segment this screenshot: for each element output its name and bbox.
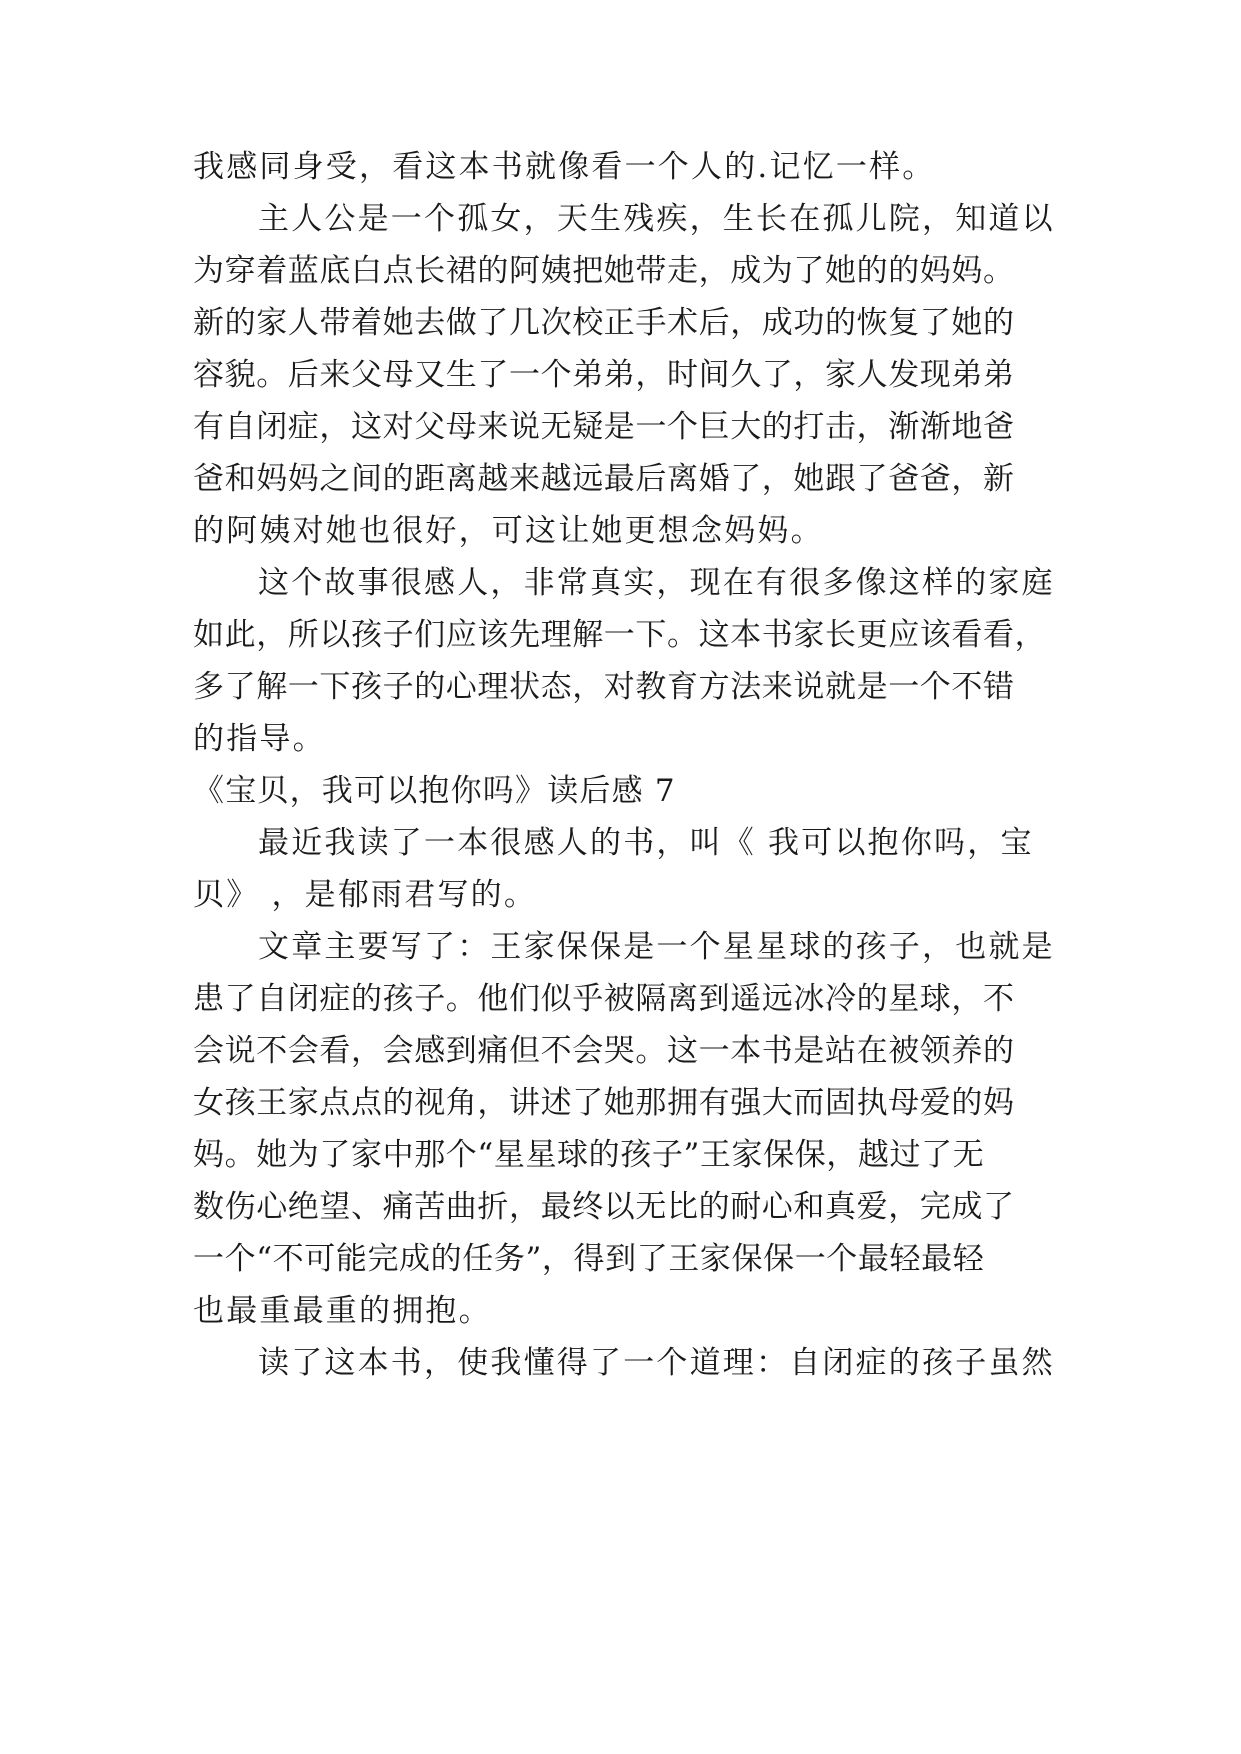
- paragraph-line: 女孩王家点点的视角，讲述了她那拥有强大而固执母爱的妈: [193, 1085, 1015, 1121]
- paragraph-line: 的指导。: [193, 721, 326, 757]
- paragraph-line: 爸和妈妈之间的距离越来越远最后离婚了，她跟了爸爸，新: [193, 461, 1015, 497]
- paragraph-line: 容貌。后来父母又生了一个弟弟，时间久了，家人发现弟弟: [193, 357, 1015, 393]
- paragraph-line: 也最重最重的拥抱。: [193, 1293, 492, 1329]
- paragraph-line: 数伤心绝望、痛苦曲折，最终以无比的耐心和真爱，完成了: [193, 1189, 1015, 1225]
- paragraph-line: 如此，所以孩子们应该先理解一下。这本书家长更应该看看，: [193, 617, 1047, 653]
- paragraph-line: 最近我读了一本很感人的书，叫《 我可以抱你吗，宝: [258, 825, 1034, 861]
- paragraph-line: 贝》 ，是郁雨君写的。: [193, 877, 538, 913]
- section-heading: 《宝贝，我可以抱你吗》读后感 7: [193, 773, 676, 809]
- paragraph-line: 一个“不可能完成的任务”，得到了王家保保一个最轻最轻: [193, 1241, 985, 1277]
- paragraph-line: 有自闭症，这对父母来说无疑是一个巨大的打击，渐渐地爸: [193, 409, 1015, 445]
- paragraph-line: 的阿姨对她也很好，可这让她更想念妈妈。: [193, 513, 824, 549]
- paragraph-line: 主人公是一个孤女，天生残疾，生长在孤儿院，知道以: [258, 201, 1055, 237]
- paragraph-line: 患了自闭症的孩子。他们似乎被隔离到遥远冰冷的星球，不: [193, 981, 1015, 1017]
- paragraph-line: 多了解一下孩子的心理状态，对教育方法来说就是一个不错: [193, 669, 1015, 705]
- paragraph-line: 新的家人带着她去做了几次校正手术后，成功的恢复了她的: [193, 305, 1015, 341]
- paragraph-line: 文章主要写了：王家保保是一个星星球的孩子，也就是: [258, 929, 1055, 965]
- paragraph-line: 读了这本书，使我懂得了一个道理：自闭症的孩子虽然: [258, 1345, 1055, 1381]
- paragraph-line: 为穿着蓝底白点长裙的阿姨把她带走，成为了她的的妈妈。: [193, 253, 1015, 289]
- paragraph-line: 会说不会看，会感到痛但不会哭。这一本书是站在被领养的: [193, 1033, 1015, 1069]
- paragraph-line: 我感同身受，看这本书就像看一个人的.记忆一样。: [193, 149, 936, 185]
- paragraph-line: 妈。她为了家中那个“星星球的孩子”王家保保，越过了无: [193, 1137, 985, 1173]
- paragraph-line: 这个故事很感人，非常真实，现在有很多像这样的家庭: [258, 565, 1055, 601]
